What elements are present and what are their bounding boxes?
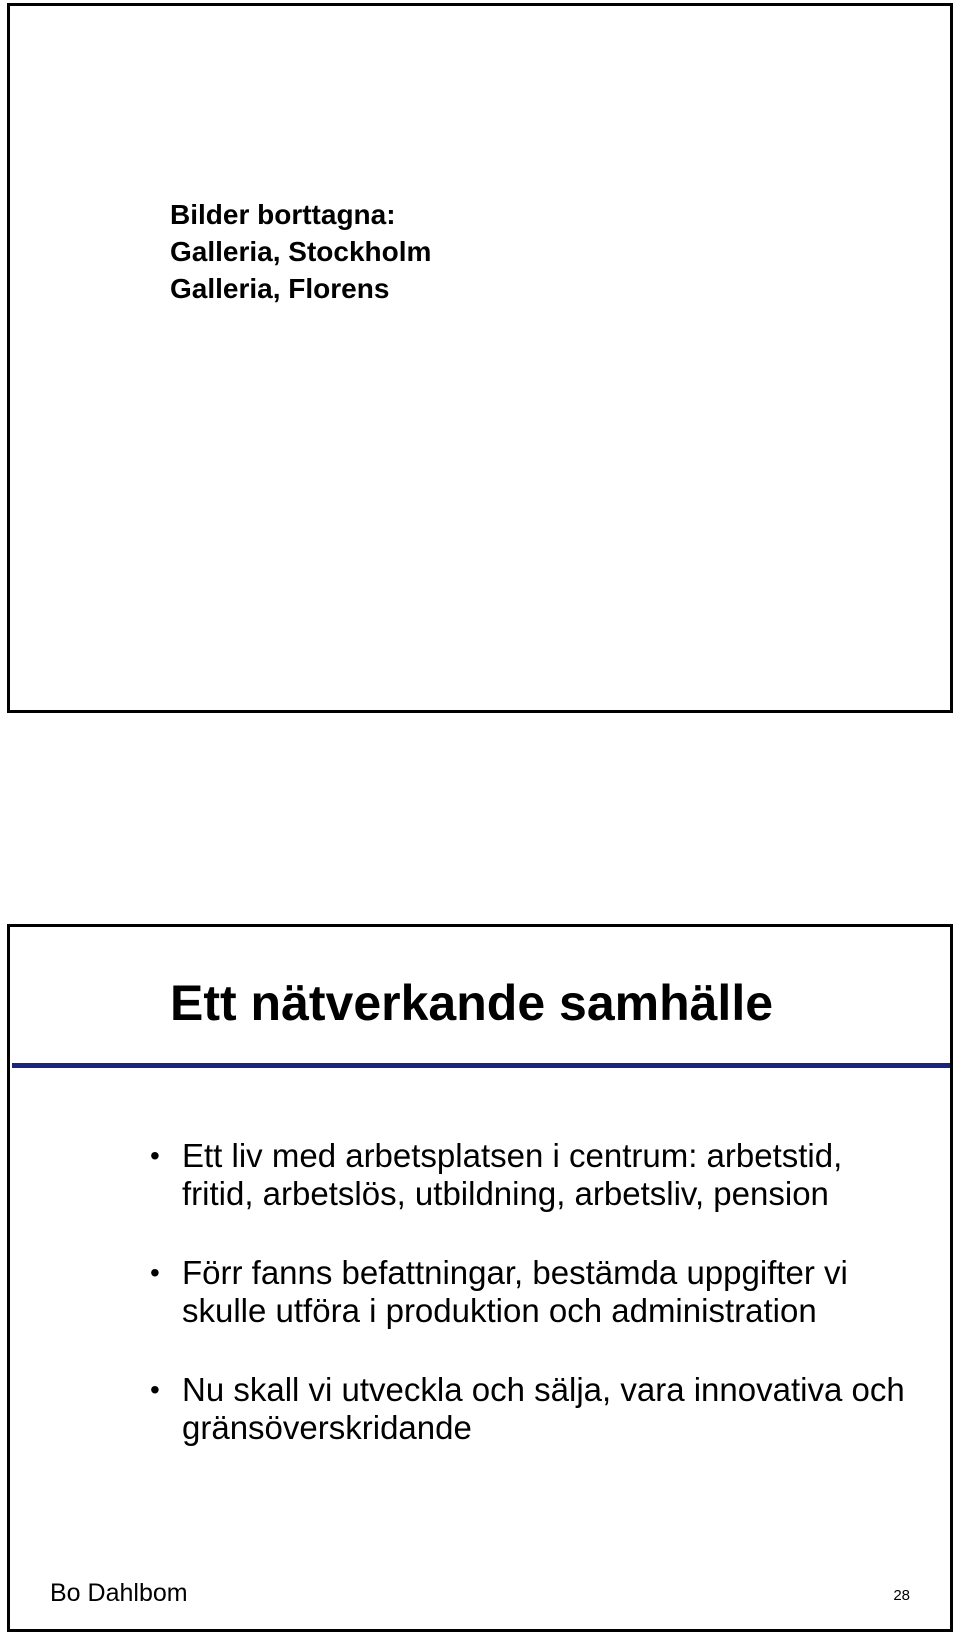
- bullet-icon: •: [150, 1140, 160, 1171]
- bullet-text: Ett liv med arbetsplatsen i centrum: arbetstid, fritid, arbetslös, utbildning, arbetsliv, pension: [182, 1137, 843, 1212]
- bullet-icon: •: [150, 1374, 160, 1405]
- slide-1: [7, 3, 953, 713]
- bullet-text: Förr fanns befattningar, bestämda uppgifter vi skulle utföra i produktion och administration: [182, 1254, 848, 1329]
- page-number: 28: [893, 1587, 910, 1604]
- bullet-icon: •: [150, 1257, 160, 1288]
- bullet-item: [140, 1371, 920, 1447]
- footer-author: Bo Dahlbom: [50, 1579, 188, 1607]
- slide-2: [7, 924, 953, 1632]
- slide-title: Ett nätverkande samhälle: [170, 975, 774, 1031]
- notice-line: Galleria, Stockholm: [170, 236, 432, 267]
- bullet-item: [140, 1137, 920, 1213]
- bullet-item: [140, 1254, 920, 1330]
- notice-line: Galleria, Florens: [170, 273, 390, 304]
- title-underline-rule: [12, 1063, 950, 1068]
- notice-line: Bilder borttagna:: [170, 199, 396, 230]
- removed-images-notice: [170, 196, 431, 307]
- bullet-text: Nu skall vi utveckla och sälja, vara innovativa och gränsöverskridande: [182, 1371, 905, 1446]
- bullet-list: [140, 1137, 920, 1488]
